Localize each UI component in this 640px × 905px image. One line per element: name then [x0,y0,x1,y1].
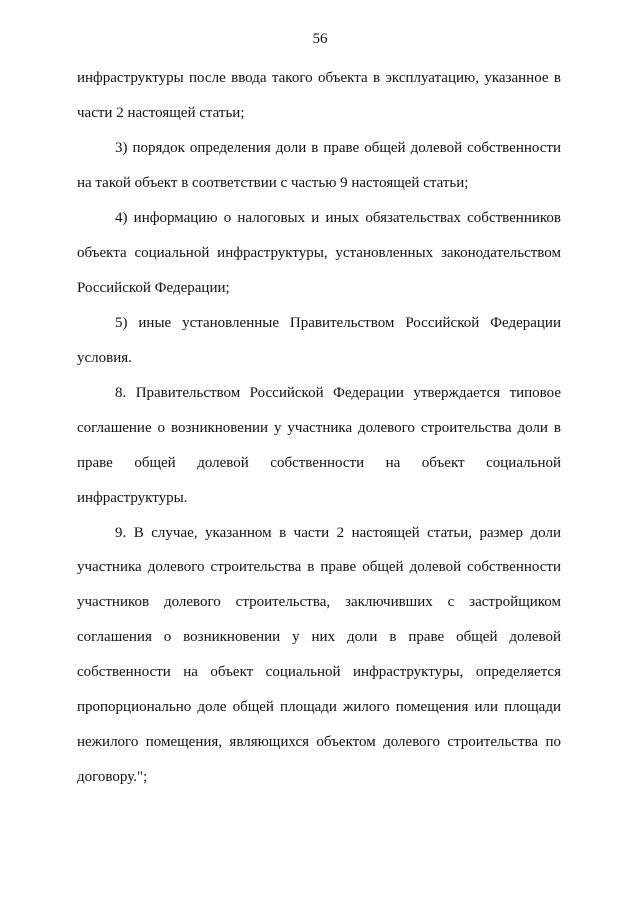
text-line: на такой объект в соответствии с частью 9 настоящей статьи; [77,175,469,191]
text-line: Российской Федерации; [77,280,230,296]
text-line: 9. В случае, указанном в части 2 настоящей статьи, размер доли [115,525,561,541]
text-line: условия. [77,350,132,366]
text-line: части 2 настоящей статьи; [77,105,245,121]
text-line: 5) иные установленные Правительством Российской Федерации [115,315,561,331]
text-line: 8. Правительством Российской Федерации утверждается типовое [115,385,561,401]
text-line: соглашение о возникновении у участника долевого строительства доли в [77,420,561,436]
page-number: 56 [312,31,328,47]
text-line: объекта социальной инфраструктуры, установленных законодательством [77,245,561,261]
text-line: договору."; [77,769,148,785]
text-line: инфраструктуры. [77,490,188,506]
text-line: участников долевого строительства, заключивших с застройщиком [77,594,561,610]
text-line: пропорционально доле общей площади жилого помещения или площади [77,699,561,715]
text-line: 4) информацию о налоговых и иных обязательствах собственников [115,210,561,226]
text-line: праве общей долевой собственности на объект социальной [77,455,561,471]
text-line: собственности на объект социальной инфраструктуры, определяется [77,664,561,680]
text-line: 3) порядок определения доли в праве общей долевой собственности [115,140,561,156]
text-line: участника долевого строительства в праве общей долевой собственности [77,559,561,575]
text-line: нежилого помещения, являющихся объектом долевого строительства по [77,734,561,750]
text-line: инфраструктуры после ввода такого объекта в эксплуатацию, указанное в [77,70,561,86]
text-line: соглашения о возникновении у них доли в праве общей долевой [77,629,561,645]
